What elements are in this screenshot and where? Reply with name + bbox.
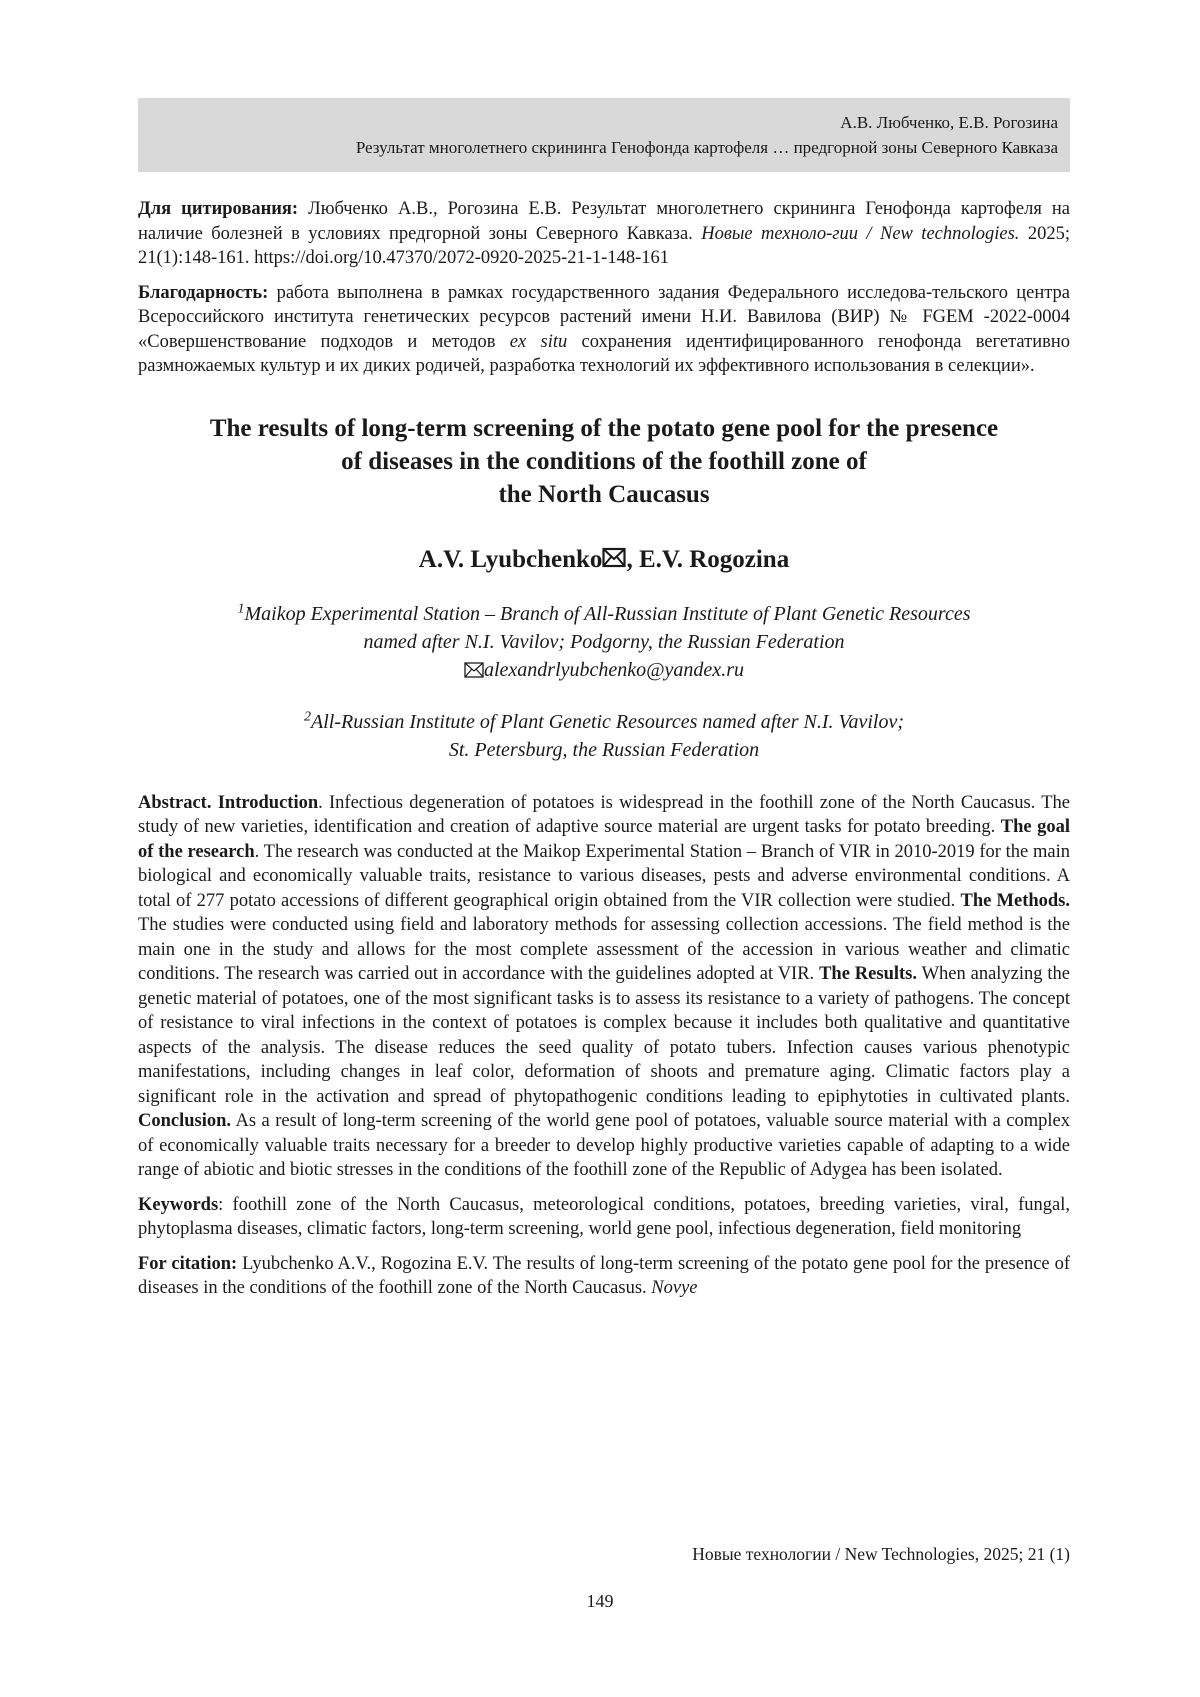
citation-ru-details: 2025; 21(1):148-161.: [138, 223, 1071, 268]
acknowledgement-text-1: работа выполнена в рамках государственного задания Федерального исследова-тельского центра Всероссийского института генетических ресурсов растений имени Н.И. Вавилова (ВИР) № FGEM -2022-0004 «Совершенствование подходов и методов: [138, 282, 1070, 352]
page-content: [138, 98, 1070, 1301]
methods-text: The studies were conducted using field and laboratory methods for assessing collection accessions. The field method is the main one in the study and allows for the most complete assessment of the accession in various weather and climatic conditions. The research was carried out in accordance with the guidelines adopted at VIR.: [138, 915, 1070, 984]
results-text: When analyzing the genetic material of potatoes, one of the most significant tasks is to assess its resistance to a variety of pathogens. The concept of resistance to viral infections in the context of potatoes is complex because it includes both qualitative and quantitative aspects of the analysis. The disease reduces the seed quality of potato tubers. Infection causes various phenotypic manifestations, including changes in leaf color, deformation of shoots and premature aging. Climatic factors play a significant role in the activation and spread of phytopathogenic conditions leading to epiphytoties in cultivated plants.: [138, 964, 1071, 1107]
citation-ru-journal: Новые техноло-гии / New technologies.: [701, 223, 1020, 244]
acknowledgement-italic: ex situ: [509, 331, 568, 352]
abstract-label: Abstract.: [138, 792, 212, 813]
methods-label: The Methods.: [960, 890, 1071, 911]
affiliation-1-line-1: [138, 600, 1070, 628]
citation-en-label: For citation:: [138, 1253, 238, 1274]
title-line-3: the North Caucasus: [498, 480, 710, 508]
running-header: [138, 98, 1070, 172]
citation-ru-text: Любченко А.В., Рогозина Е.В. Результат многолетнего скрининга Генофонда картофеля на наличие болезней в условиях предгорной зоны Северного Кавказа.: [138, 199, 1071, 244]
footer-journal: Новые технологии / New Technologies, 2025; 21 (1): [692, 1544, 1070, 1564]
keywords-text: : foothill zone of the North Caucasus, meteorological conditions, potatoes, breeding varieties, viral, fungal, phytoplasma diseases, climatic factors, long-term screening, world gene pool, infectious degeneration, field monitoring: [138, 1194, 1070, 1239]
authors: [138, 544, 1070, 578]
envelope-icon: [464, 658, 484, 686]
affiliation-1-sup: 1: [237, 600, 245, 616]
intro-label: Introduction: [217, 792, 319, 813]
affiliation-2-line-2: St. Petersburg, the Russian Federation: [448, 738, 760, 761]
citation-ru-label: Для цитирования:: [138, 199, 299, 219]
citation-ru: [138, 197, 1070, 271]
results-label: The Results.: [819, 964, 917, 984]
title-line-1: The results of long-term screening of the potato gene pool for the presence: [209, 414, 999, 442]
affiliation-1-text-1: Maikop Experimental Station – Branch of All-Russian Institute of Plant Genetic Resources: [244, 602, 971, 625]
keywords-label: Keywords: [138, 1194, 219, 1215]
citation-en-journal: Novye: [651, 1278, 698, 1298]
goal-label: The goal of the research: [138, 817, 1071, 862]
article-title: [138, 412, 1070, 511]
author-1: A.V. Lyubchenko: [418, 545, 603, 573]
acknowledgement: [138, 281, 1070, 379]
author-separator: ,: [626, 545, 639, 573]
header-authors: А.В. Любченко, Е.В. Рогозина: [840, 113, 1058, 132]
envelope-icon: [602, 546, 626, 578]
conclusion-text: As a result of long-term screening of the world gene pool of potatoes, valuable source material with a complex of economically valuable traits necessary for a breeder to develop highly productive varieties capable of adapting to a wide range of abiotic and biotic stresses in the conditions of the foothill zone of the Republic of Adygea has been isolated.: [138, 1111, 1070, 1180]
affiliation-1: [138, 600, 1070, 686]
citation-en-text: Lyubchenko A.V., Rogozina E.V. The results of long-term screening of the potato gene pool for the presence of diseases in the conditions of the foothill zone of the North Caucasus.: [138, 1253, 1070, 1298]
affiliation-2: [138, 708, 1070, 764]
affiliation-1-line-2: named after N.I. Vavilov; Podgorny, the Russian Federation: [363, 630, 845, 653]
affiliation-2-sup: 2: [303, 708, 311, 724]
citation-en: [138, 1252, 1070, 1301]
title-line-2: of diseases in the conditions of the foothill zone of: [341, 447, 867, 475]
goal-text: . The research was conducted at the Maikop Experimental Station – Branch of VIR in 2010-2019 for the main biological and economically valuable traits, resistance to various diseases, pests and adverse environmental conditions. A total of 277 potato accessions of different geographical origin obtained from the VIR collection were studied.: [138, 841, 1070, 911]
page-number: 149: [586, 1591, 614, 1611]
acknowledgement-label: Благодарность:: [138, 282, 269, 303]
acknowledgement-text-2: сохранения идентифицированного генофонда вегетативно размножаемых культур и их диких родичей, разработка технологий их эффективного использования в селекции».: [138, 331, 1071, 376]
conclusion-label: Conclusion.: [138, 1111, 232, 1131]
author-2: E.V. Rogozina: [638, 545, 790, 573]
header-running-title: Результат многолетнего скрининга Генофонда картофеля … предгорной зоны Северного Кавказа: [355, 138, 1058, 157]
intro-text: . Infectious degeneration of potatoes is widespread in the foothill zone of the North Caucasus. The study of new varieties, identification and creation of adaptive source material are urgent tasks for potato breeding.: [138, 792, 1071, 837]
affiliation-2-text-1: All-Russian Institute of Plant Genetic Resources named after N.I. Vavilov;: [310, 710, 905, 733]
abstract: [138, 791, 1070, 1183]
affiliation-1-email-line: [138, 656, 1070, 686]
affiliation-2-line-1: [138, 708, 1070, 736]
citation-ru-doi[interactable]: https://doi.org/10.47370/2072-0920-2025-21-1-148-161: [254, 248, 669, 268]
keywords: [138, 1193, 1070, 1242]
affiliation-1-email[interactable]: alexandrlyubchenko@yandex.ru: [484, 658, 744, 681]
